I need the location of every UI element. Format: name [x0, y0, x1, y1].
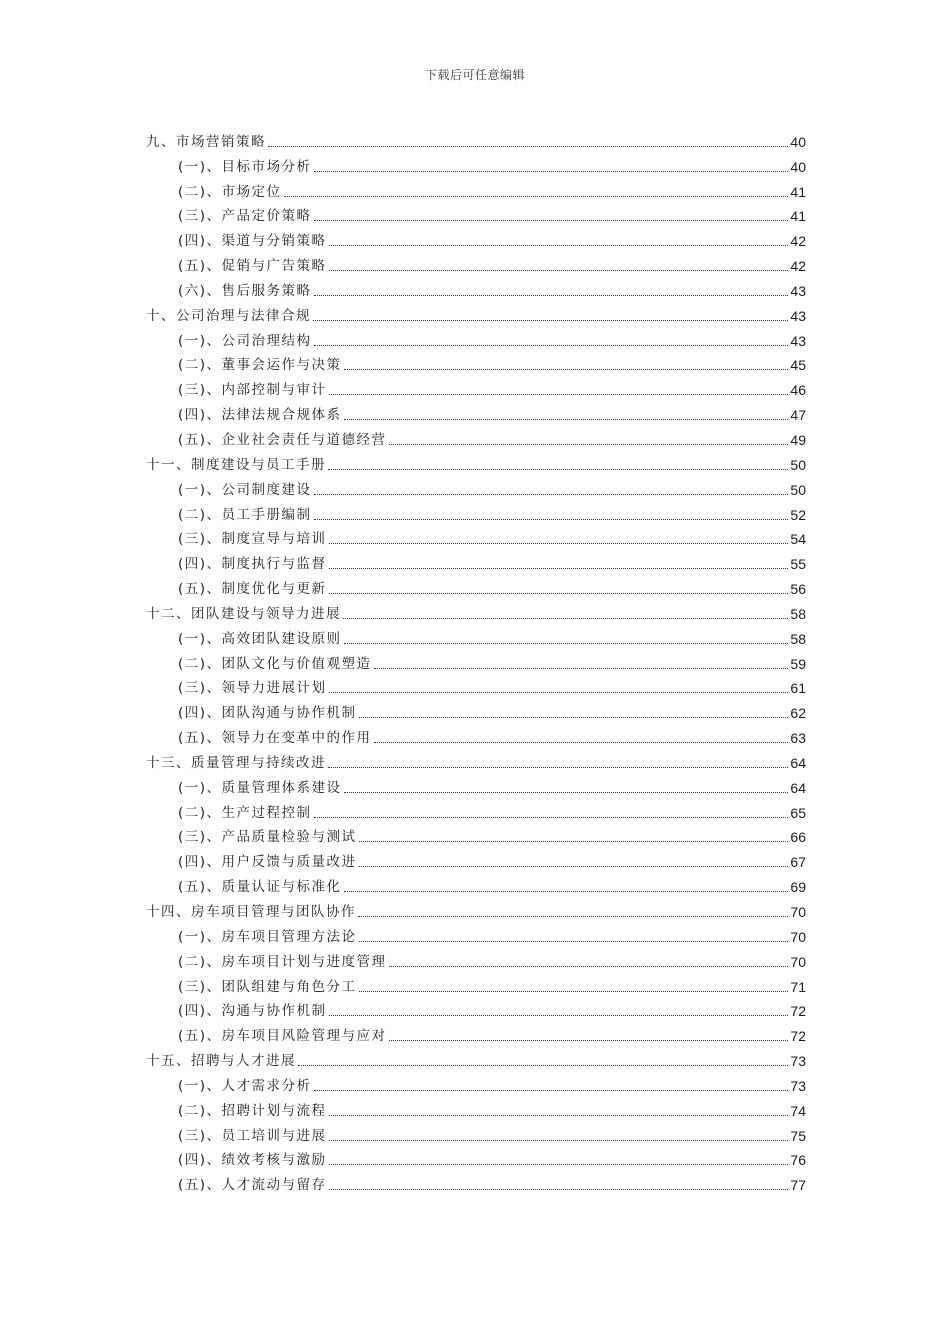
toc-entry-title: (五)、房车项目风险管理与应对 [178, 1028, 387, 1045]
toc-dot-leader [329, 394, 789, 395]
toc-chapter-entry[interactable] [146, 1045, 806, 1070]
toc-dot-leader [359, 866, 789, 867]
toc-entry-page-number: 64 [790, 754, 806, 771]
toc-section-entry[interactable] [146, 1095, 806, 1120]
toc-entry-page-number: 42 [790, 233, 806, 250]
toc-entry-page-number: 50 [790, 456, 806, 473]
toc-entry-title: (四)、绩效考核与激励 [178, 1152, 327, 1169]
toc-section-entry[interactable] [146, 1145, 806, 1170]
toc-dot-leader [329, 245, 789, 246]
toc-entry-page-number: 74 [790, 1102, 806, 1119]
toc-entry-title: (三)、产品质量检验与测试 [178, 829, 357, 846]
toc-dot-leader [329, 543, 789, 544]
toc-entry-page-number: 49 [790, 431, 806, 448]
toc-section-entry[interactable] [146, 573, 806, 598]
toc-entry-page-number: 46 [790, 382, 806, 399]
toc-section-entry[interactable] [146, 474, 806, 499]
toc-section-entry[interactable] [146, 722, 806, 747]
toc-entry-title: 九、市场营销策略 [146, 133, 266, 150]
toc-dot-leader [344, 643, 789, 644]
toc-entry-page-number: 75 [790, 1127, 806, 1144]
toc-entry-title: 十二、团队建设与领导力进展 [146, 605, 341, 622]
toc-entry-page-number: 77 [790, 1177, 806, 1194]
toc-entry-title: (四)、团队沟通与协作机制 [178, 705, 357, 722]
toc-section-entry[interactable] [146, 524, 806, 549]
toc-entry-title: (一)、人才需求分析 [178, 1077, 312, 1094]
toc-entry-title: (三)、制度宣导与培训 [178, 531, 327, 548]
toc-dot-leader [268, 146, 788, 147]
toc-dot-leader [298, 1065, 788, 1066]
toc-entry-page-number: 42 [790, 258, 806, 275]
toc-entry-page-number: 63 [790, 730, 806, 747]
toc-dot-leader [343, 618, 788, 619]
toc-entry-page-number: 70 [790, 928, 806, 945]
toc-chapter-entry[interactable] [146, 598, 806, 623]
toc-dot-leader [314, 345, 789, 346]
toc-entry-title: (二)、团队文化与价值观塑造 [178, 655, 372, 672]
toc-entry-title: (三)、团队组建与角色分工 [178, 978, 357, 995]
toc-dot-leader [314, 817, 789, 818]
toc-section-entry[interactable] [146, 1020, 806, 1045]
toc-entry-page-number: 59 [790, 655, 806, 672]
toc-entry-title: (二)、市场定位 [178, 183, 282, 200]
toc-entry-title: (五)、促销与广告策略 [178, 258, 327, 275]
toc-entry-title: (三)、产品定价策略 [178, 208, 312, 225]
toc-entry-title: (二)、生产过程控制 [178, 804, 312, 821]
toc-entry-title: 十四、房车项目管理与团队协作 [146, 904, 356, 920]
toc-entry-page-number: 76 [790, 1152, 806, 1169]
toc-dot-leader [314, 494, 789, 495]
toc-dot-leader [329, 1015, 789, 1016]
toc-entry-title: (四)、法律法规合规体系 [178, 407, 342, 424]
toc-dot-leader [284, 196, 789, 197]
toc-dot-leader [329, 568, 789, 569]
toc-entry-page-number: 52 [790, 506, 806, 523]
toc-entry-page-number: 47 [790, 407, 806, 424]
toc-dot-leader [329, 692, 789, 693]
toc-entry-page-number: 70 [790, 904, 806, 920]
toc-section-entry[interactable] [146, 225, 806, 250]
toc-dot-leader [329, 1115, 789, 1116]
page-header: 下载后可任意编辑 [424, 68, 525, 82]
toc-section-entry[interactable] [146, 1120, 806, 1145]
toc-section-entry[interactable] [146, 996, 806, 1021]
toc-section-entry[interactable] [146, 697, 806, 722]
toc-dot-leader [328, 767, 788, 768]
toc-entry-page-number: 40 [790, 133, 806, 150]
toc-section-entry[interactable] [146, 424, 806, 449]
toc-entry-title: (一)、目标市场分析 [178, 158, 312, 175]
toc-entry-title: (五)、领导力在变革中的作用 [178, 730, 372, 747]
toc-entry-page-number: 43 [790, 282, 806, 299]
toc-dot-leader [359, 717, 789, 718]
toc-entry-page-number: 70 [790, 953, 806, 970]
toc-entry-page-number: 61 [790, 680, 806, 697]
toc-section-entry[interactable] [146, 275, 806, 300]
toc-dot-leader [329, 593, 789, 594]
toc-entry-title: (二)、员工手册编制 [178, 506, 312, 523]
toc-section-entry[interactable] [146, 1070, 806, 1095]
toc-entry-title: 十一、制度建设与员工手册 [146, 456, 326, 473]
toc-entry-title: (四)、制度执行与监督 [178, 556, 327, 573]
toc-section-entry[interactable] [146, 946, 806, 971]
toc-entry-title: (一)、房车项目管理方法论 [178, 928, 357, 945]
toc-section-entry[interactable] [146, 648, 806, 673]
toc-dot-leader [314, 1090, 789, 1091]
toc-entry-page-number: 58 [790, 630, 806, 647]
toc-entry-title: 十三、质量管理与持续改进 [146, 754, 326, 771]
toc-section-entry[interactable] [146, 499, 806, 524]
toc-section-entry[interactable] [146, 399, 806, 424]
toc-dot-leader [374, 742, 789, 743]
toc-dot-leader [359, 941, 789, 942]
toc-entry-page-number: 43 [790, 332, 806, 349]
toc-section-entry[interactable] [146, 548, 806, 573]
toc-section-entry[interactable] [146, 971, 806, 996]
toc-entry-title: (五)、企业社会责任与道德经营 [178, 431, 387, 448]
table-of-contents [146, 126, 806, 1194]
toc-entry-page-number: 69 [790, 879, 806, 896]
toc-dot-leader [358, 916, 788, 917]
toc-entry-page-number: 41 [790, 208, 806, 225]
toc-entry-page-number: 72 [790, 1028, 806, 1045]
toc-entry-title: (二)、招聘计划与流程 [178, 1102, 327, 1119]
toc-entry-title: (四)、渠道与分销策略 [178, 233, 327, 250]
toc-entry-page-number: 41 [790, 183, 806, 200]
toc-entry-title: 十、公司治理与法律合规 [146, 307, 311, 324]
toc-entry-page-number: 67 [790, 854, 806, 871]
toc-entry-title: (二)、董事会运作与决策 [178, 357, 342, 374]
toc-dot-leader [374, 668, 789, 669]
toc-entry-page-number: 45 [790, 357, 806, 374]
toc-chapter-entry[interactable] [146, 126, 806, 151]
toc-dot-leader [344, 891, 789, 892]
toc-dot-leader [314, 295, 789, 296]
toc-chapter-entry[interactable] [146, 300, 806, 325]
toc-entry-page-number: 55 [790, 556, 806, 573]
toc-section-entry[interactable] [146, 921, 806, 946]
toc-entry-title: (一)、质量管理体系建设 [178, 779, 342, 796]
toc-entry-title: (六)、售后服务策略 [178, 282, 312, 299]
toc-entry-page-number: 64 [790, 779, 806, 796]
toc-dot-leader [389, 444, 789, 445]
toc-entry-page-number: 66 [790, 829, 806, 846]
toc-dot-leader [329, 270, 789, 271]
toc-section-entry[interactable] [146, 250, 806, 275]
toc-entry-title: (一)、公司制度建设 [178, 481, 312, 498]
toc-section-entry[interactable] [146, 871, 806, 896]
toc-entry-page-number: 62 [790, 705, 806, 722]
toc-section-entry[interactable] [146, 846, 806, 871]
toc-dot-leader [314, 220, 789, 221]
toc-entry-page-number: 73 [790, 1077, 806, 1094]
toc-dot-leader [314, 171, 789, 172]
toc-dot-leader [359, 991, 789, 992]
toc-chapter-entry[interactable] [146, 449, 806, 474]
toc-entry-title: (五)、人才流动与留存 [178, 1177, 327, 1194]
toc-entry-title: (四)、用户反馈与质量改进 [178, 854, 357, 871]
toc-entry-page-number: 58 [790, 605, 806, 622]
toc-entry-title: 十五、招聘与人才进展 [146, 1053, 296, 1070]
toc-dot-leader [344, 792, 789, 793]
toc-section-entry[interactable] [146, 797, 806, 822]
toc-entry-title: (三)、内部控制与审计 [178, 382, 327, 399]
toc-dot-leader [313, 320, 788, 321]
toc-entry-title: (二)、房车项目计划与进度管理 [178, 953, 387, 970]
toc-entry-page-number: 71 [790, 978, 806, 995]
toc-section-entry[interactable] [146, 822, 806, 847]
toc-entry-title: (一)、公司治理结构 [178, 332, 312, 349]
toc-entry-page-number: 65 [790, 804, 806, 821]
toc-section-entry[interactable] [146, 623, 806, 648]
toc-section-entry[interactable] [146, 176, 806, 201]
toc-entry-page-number: 50 [790, 481, 806, 498]
toc-dot-leader [329, 1140, 789, 1141]
toc-section-entry[interactable] [146, 772, 806, 797]
toc-entry-title: (三)、员工培训与进展 [178, 1127, 327, 1144]
toc-entry-title: (四)、沟通与协作机制 [178, 1003, 327, 1020]
toc-dot-leader [359, 841, 789, 842]
toc-section-entry[interactable] [146, 673, 806, 698]
toc-entry-page-number: 40 [790, 158, 806, 175]
toc-chapter-entry[interactable] [146, 747, 806, 772]
toc-dot-leader [389, 966, 789, 967]
toc-entry-page-number: 54 [790, 531, 806, 548]
toc-entry-page-number: 72 [790, 1003, 806, 1020]
toc-section-entry[interactable] [146, 350, 806, 375]
toc-section-entry[interactable] [146, 1169, 806, 1194]
toc-dot-leader [344, 419, 789, 420]
toc-dot-leader [344, 369, 789, 370]
toc-entry-title: (三)、领导力进展计划 [178, 680, 327, 697]
toc-entry-page-number: 56 [790, 581, 806, 598]
toc-dot-leader [389, 1040, 789, 1041]
toc-section-entry[interactable] [146, 201, 806, 226]
toc-dot-leader [329, 1189, 789, 1190]
toc-entry-page-number: 73 [790, 1053, 806, 1070]
toc-dot-leader [314, 519, 789, 520]
toc-chapter-entry[interactable] [146, 896, 806, 921]
toc-section-entry[interactable] [146, 151, 806, 176]
toc-section-entry[interactable] [146, 325, 806, 350]
toc-dot-leader [328, 469, 788, 470]
toc-entry-title: (五)、制度优化与更新 [178, 581, 327, 598]
toc-dot-leader [329, 1164, 789, 1165]
toc-entry-title: (五)、质量认证与标准化 [178, 879, 342, 896]
toc-entry-title: (一)、高效团队建设原则 [178, 630, 342, 647]
toc-entry-page-number: 43 [790, 307, 806, 324]
toc-section-entry[interactable] [146, 374, 806, 399]
